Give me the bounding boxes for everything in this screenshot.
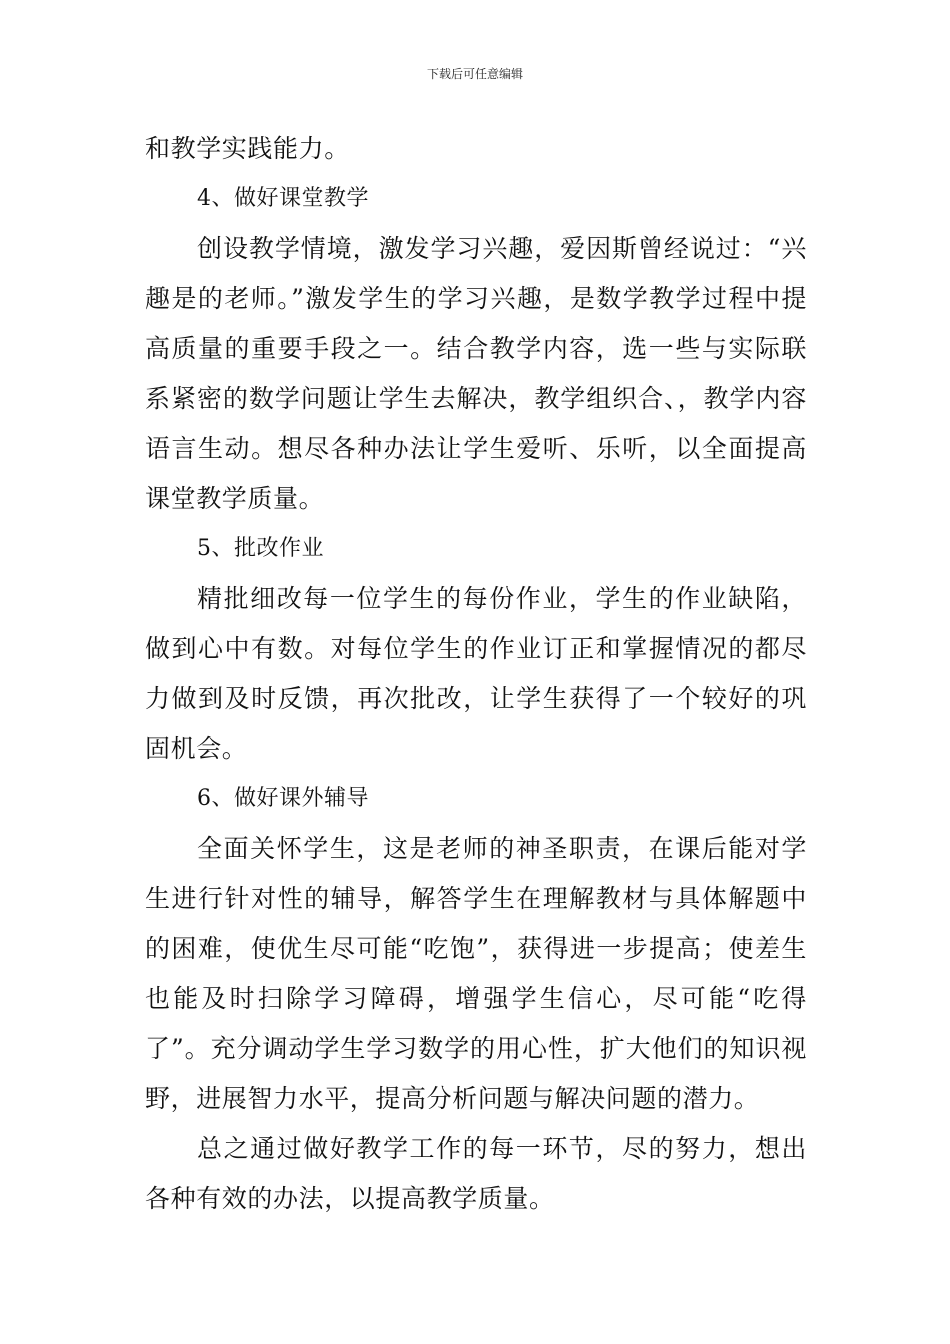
paragraph-homework: 精批细改每一位学生的每份作业，学生的作业缺陷，做到心中有数。对每位学生的作业订正和掌握情况的都尽力做到及时反馈，再次批改，让学生获得了一个较好的巩固机会。 [145, 584, 807, 763]
page-header: 下载后可任意编辑 [426, 67, 523, 81]
paragraph-classroom-teaching: 创设教学情境，激发学习兴趣，爱因斯曾经说过：“兴趣是的老师。”激发学生的学习兴趣，是数学教学过程中提高质量的重要手段之一。结合教学内容，选一些与实际联系紧密的数学问题让学生去解决，教学组织合、，教学内容语言生动。想尽各种办法让学生爱听、乐听，以全面提高课堂教学质量。 [145, 234, 807, 513]
paragraph-continuation: 和教学实践能力。 [145, 134, 350, 163]
section-heading-6: 6、做好课外辅导 [197, 786, 369, 811]
paragraph-summary: 总之通过做好教学工作的每一环节，尽的努力，想出各种有效的办法，以提高教学质量。 [145, 1134, 807, 1213]
document-body [145, 124, 807, 1224]
paragraph-tutoring: 全面关怀学生，这是老师的神圣职责，在课后能对学生进行针对性的辅导，解答学生在理解教材与具体解题中的困难，使优生尽可能“吃饱”，获得进一步提高；使差生也能及时扫除学习障碍，增强学生信心，尽可能“吃得了”。充分调动学生学习数学的用心性，扩大他们的知识视野，进展智力水平，提高分析问题与解决问题的潜力。 [145, 834, 807, 1113]
section-heading-5: 5、批改作业 [197, 536, 324, 561]
section-heading-4: 4、做好课堂教学 [197, 186, 369, 211]
